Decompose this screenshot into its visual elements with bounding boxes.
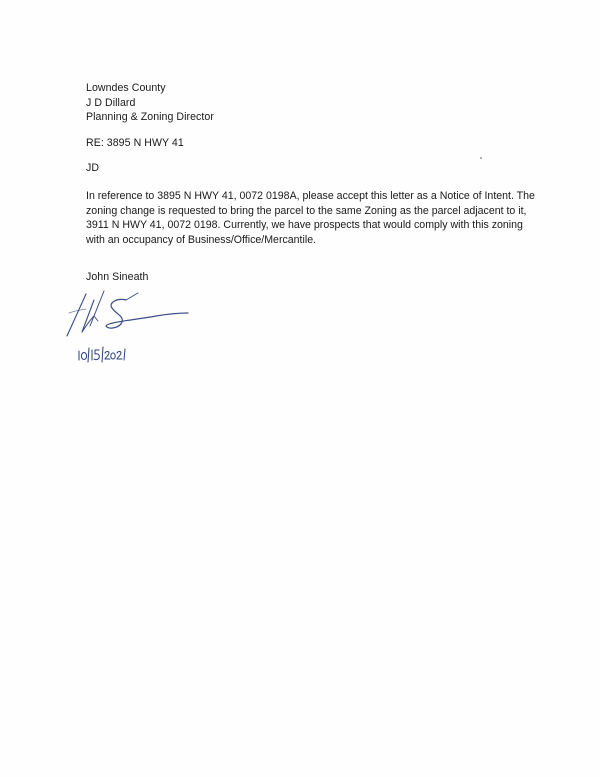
- sender-name: John Sineath: [86, 271, 149, 283]
- handwritten-date-icon: [77, 345, 137, 363]
- body-line: 3911 N HWY 41, 0072 0198. Currently, we have prospects that would comply with this zoning: [86, 219, 523, 232]
- body-line: with an occupancy of Business/Office/Mercantile.: [86, 233, 317, 246]
- recipient-title: Planning & Zoning Director: [86, 111, 214, 123]
- recipient-organization: Lowndes County: [86, 82, 166, 94]
- letter-body: [86, 189, 535, 247]
- salutation: JD: [86, 162, 100, 174]
- body-line: In reference to 3895 N HWY 41, 0072 0198A, please accept this letter as a Notice of Intent. The: [86, 190, 535, 202]
- recipient-name: J D Dillard: [86, 97, 136, 109]
- handwritten-signature-icon: [64, 286, 194, 342]
- body-line: zoning change is requested to bring the parcel to the same Zoning as the parcel adjacent to it,: [86, 204, 527, 217]
- subject-line: RE: 3895 N HWY 41: [86, 137, 184, 149]
- scan-speck: [480, 157, 482, 159]
